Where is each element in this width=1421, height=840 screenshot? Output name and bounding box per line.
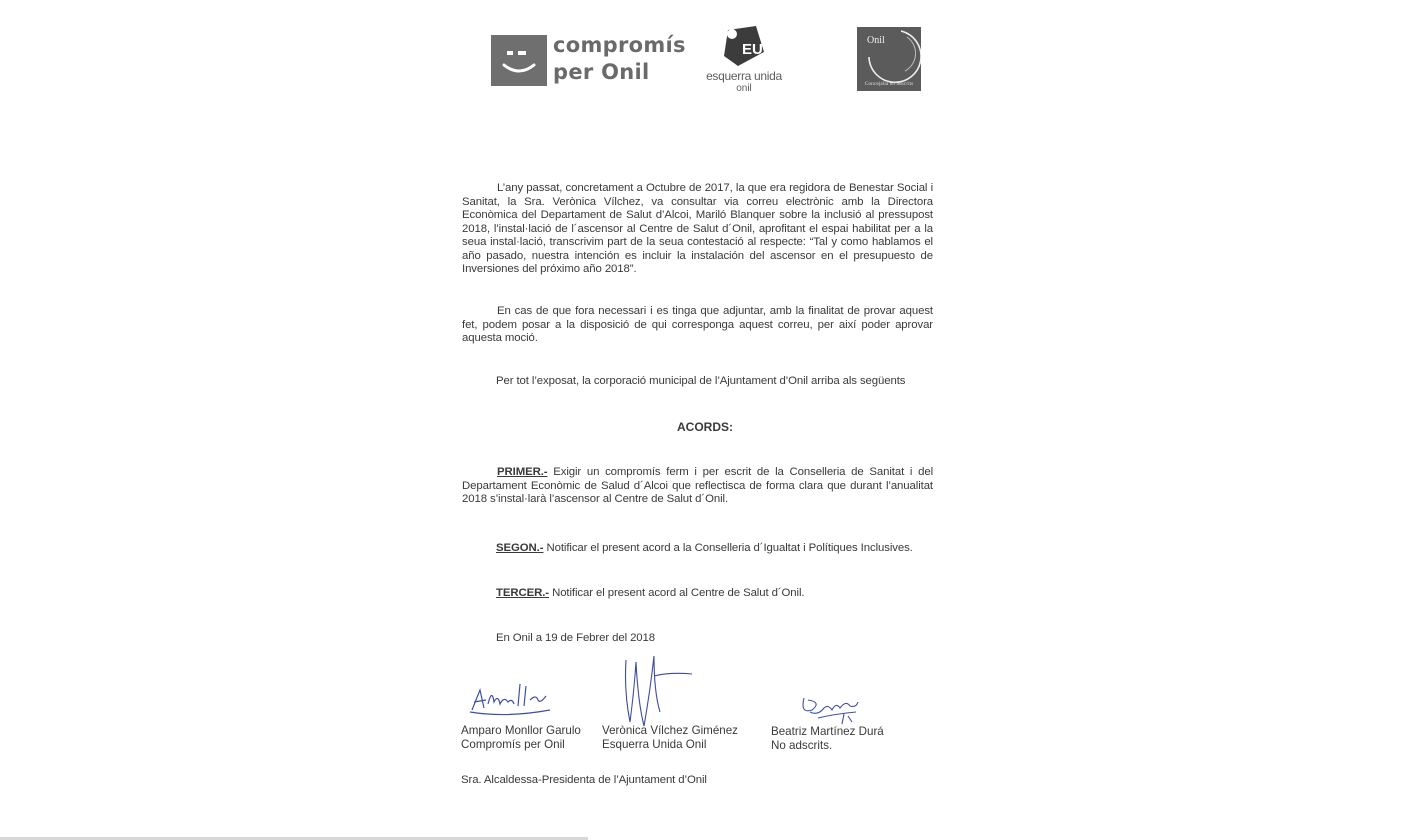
- recipient-line: Sra. Alcaldessa-Presidenta de l’Ajuntament d’Onil: [461, 774, 707, 786]
- signature-monllor: [466, 680, 558, 720]
- signatory-1: [461, 724, 581, 752]
- signatory-2-name: Verònica Vílchez Giménez: [602, 724, 738, 737]
- signature-vilchez: [620, 652, 696, 732]
- agreement-first: [462, 466, 933, 507]
- signatory-2: [602, 724, 738, 752]
- agreement-second: [496, 542, 913, 556]
- compromis-wordmark: compromís per Onil: [553, 33, 686, 84]
- esquerra-unida-logo: [700, 26, 788, 98]
- paragraph-intro-agreements: Per tot l’exposat, la corporació municipal de l’Ajuntament d’Onil arriba als següents: [496, 375, 906, 387]
- signatory-2-party: Esquerra Unida Onil: [602, 738, 707, 751]
- agreement-third-label: TERCER.-: [496, 587, 549, 599]
- agreement-third-text: Notificar el present acord al Centre de Salut d´Onil.: [549, 587, 805, 599]
- agreement-first-label: PRIMER.-: [497, 466, 548, 478]
- eu-town: onil: [736, 83, 752, 94]
- svg-text:EU: EU: [742, 41, 763, 58]
- signatory-3-name: Beatriz Martínez Durá: [771, 725, 884, 738]
- signatory-3-party: No adscrits.: [771, 739, 833, 752]
- onil-subtitle: Concejalia no adscrits: [864, 81, 914, 87]
- date-line: En Onil a 19 de Febrer del 2018: [496, 632, 656, 644]
- compromis-smiley-icon: [491, 35, 547, 86]
- agreement-third: [496, 587, 804, 601]
- onil-name: Onil: [867, 35, 885, 46]
- signatory-3: [771, 725, 884, 753]
- signatory-1-party: Compromís per Onil: [461, 738, 565, 751]
- paragraph-evidence: En cas de que fora necessari i es tinga que adjuntar, amb la finalitat de provar aquest fet, podem posar a la disposició de qui corresponga aquest correu, per així poder aprovar aquesta moció.: [462, 305, 933, 344]
- agreements-heading: ACORDS:: [677, 420, 733, 434]
- signatory-1-name: Amparo Monllor Garulo: [461, 724, 581, 737]
- compromis-logo: [491, 30, 691, 92]
- agreement-second-label: SEGON.-: [496, 542, 544, 554]
- agreement-second-text: Notificar el present acord a la Conselleria d´Igualtat i Polítiques Inclusives.: [543, 542, 913, 554]
- agreement-first-text: Exigir un compromís ferm i per escrit de la Conselleria de Sanitat i del Departament Econòmic de Salud d´Alcoi que reflectisca de forma clara que durant l’anualitat 2018 s’instal·larà l’ascensor al Centre de Salut d´Onil.: [462, 466, 933, 505]
- eu-name: esquerra unida: [706, 69, 782, 83]
- eu-badge-icon: [722, 26, 766, 68]
- paragraph-context: L’any passat, concretament a Octubre de 2017, la que era regidora de Benestar Social i Sanitat, la Sra. Verònica Vílchez, va consultar via correu electrònic amb la Directora Econòmica del Departament de Salut d’Alcoi, Mariló Blanquer sobre la inclusió al pressupost 2018, l’instal·lació de l´ascensor al Centre de Salut d´Onil, aprofitant el espai habilitat per a la seua instal·lació, transcrivim part de la seua contestació al respecte: “Tal y como hablamos el año pasado, nuestra intención es incluir la instalación del ascensor en el presupuesto de Inversiones del próximo año 2018”.: [462, 182, 933, 275]
- onil-logo: [857, 27, 921, 91]
- signature-martinez: [798, 692, 862, 726]
